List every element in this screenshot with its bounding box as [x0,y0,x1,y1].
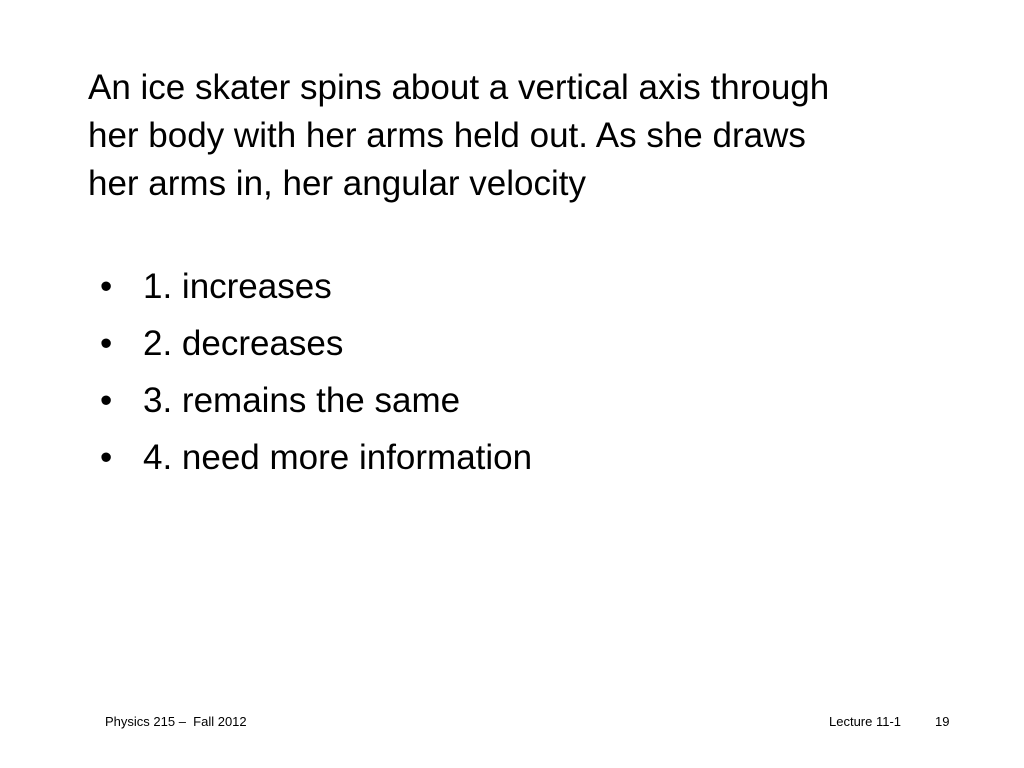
answer-option-label: 4. need more information [143,438,533,477]
question-text [88,64,968,208]
answer-option [100,433,532,490]
question-line: her arms in, her angular velocity [88,164,586,203]
answer-option-label: 1. increases [143,267,332,306]
footer-lecture: Lecture 11-1 [829,714,902,729]
answer-option [100,262,532,319]
question-line: her body with her arms held out. As she draws [88,116,806,155]
answer-options [100,262,532,490]
footer-course: Physics 215 – Fall 2012 [105,714,247,729]
answer-option [100,376,532,433]
bullet-icon: • [100,381,113,420]
answer-option-label: 2. decreases [143,324,344,363]
answer-option-label: 3. remains the same [143,381,461,420]
bullet-icon: • [100,324,113,363]
footer-page-number: 19 [935,714,950,729]
question-line: An ice skater spins about a vertical axis through [88,68,830,107]
answer-option [100,319,532,376]
bullet-icon: • [100,267,113,306]
bullet-icon: • [100,438,113,477]
